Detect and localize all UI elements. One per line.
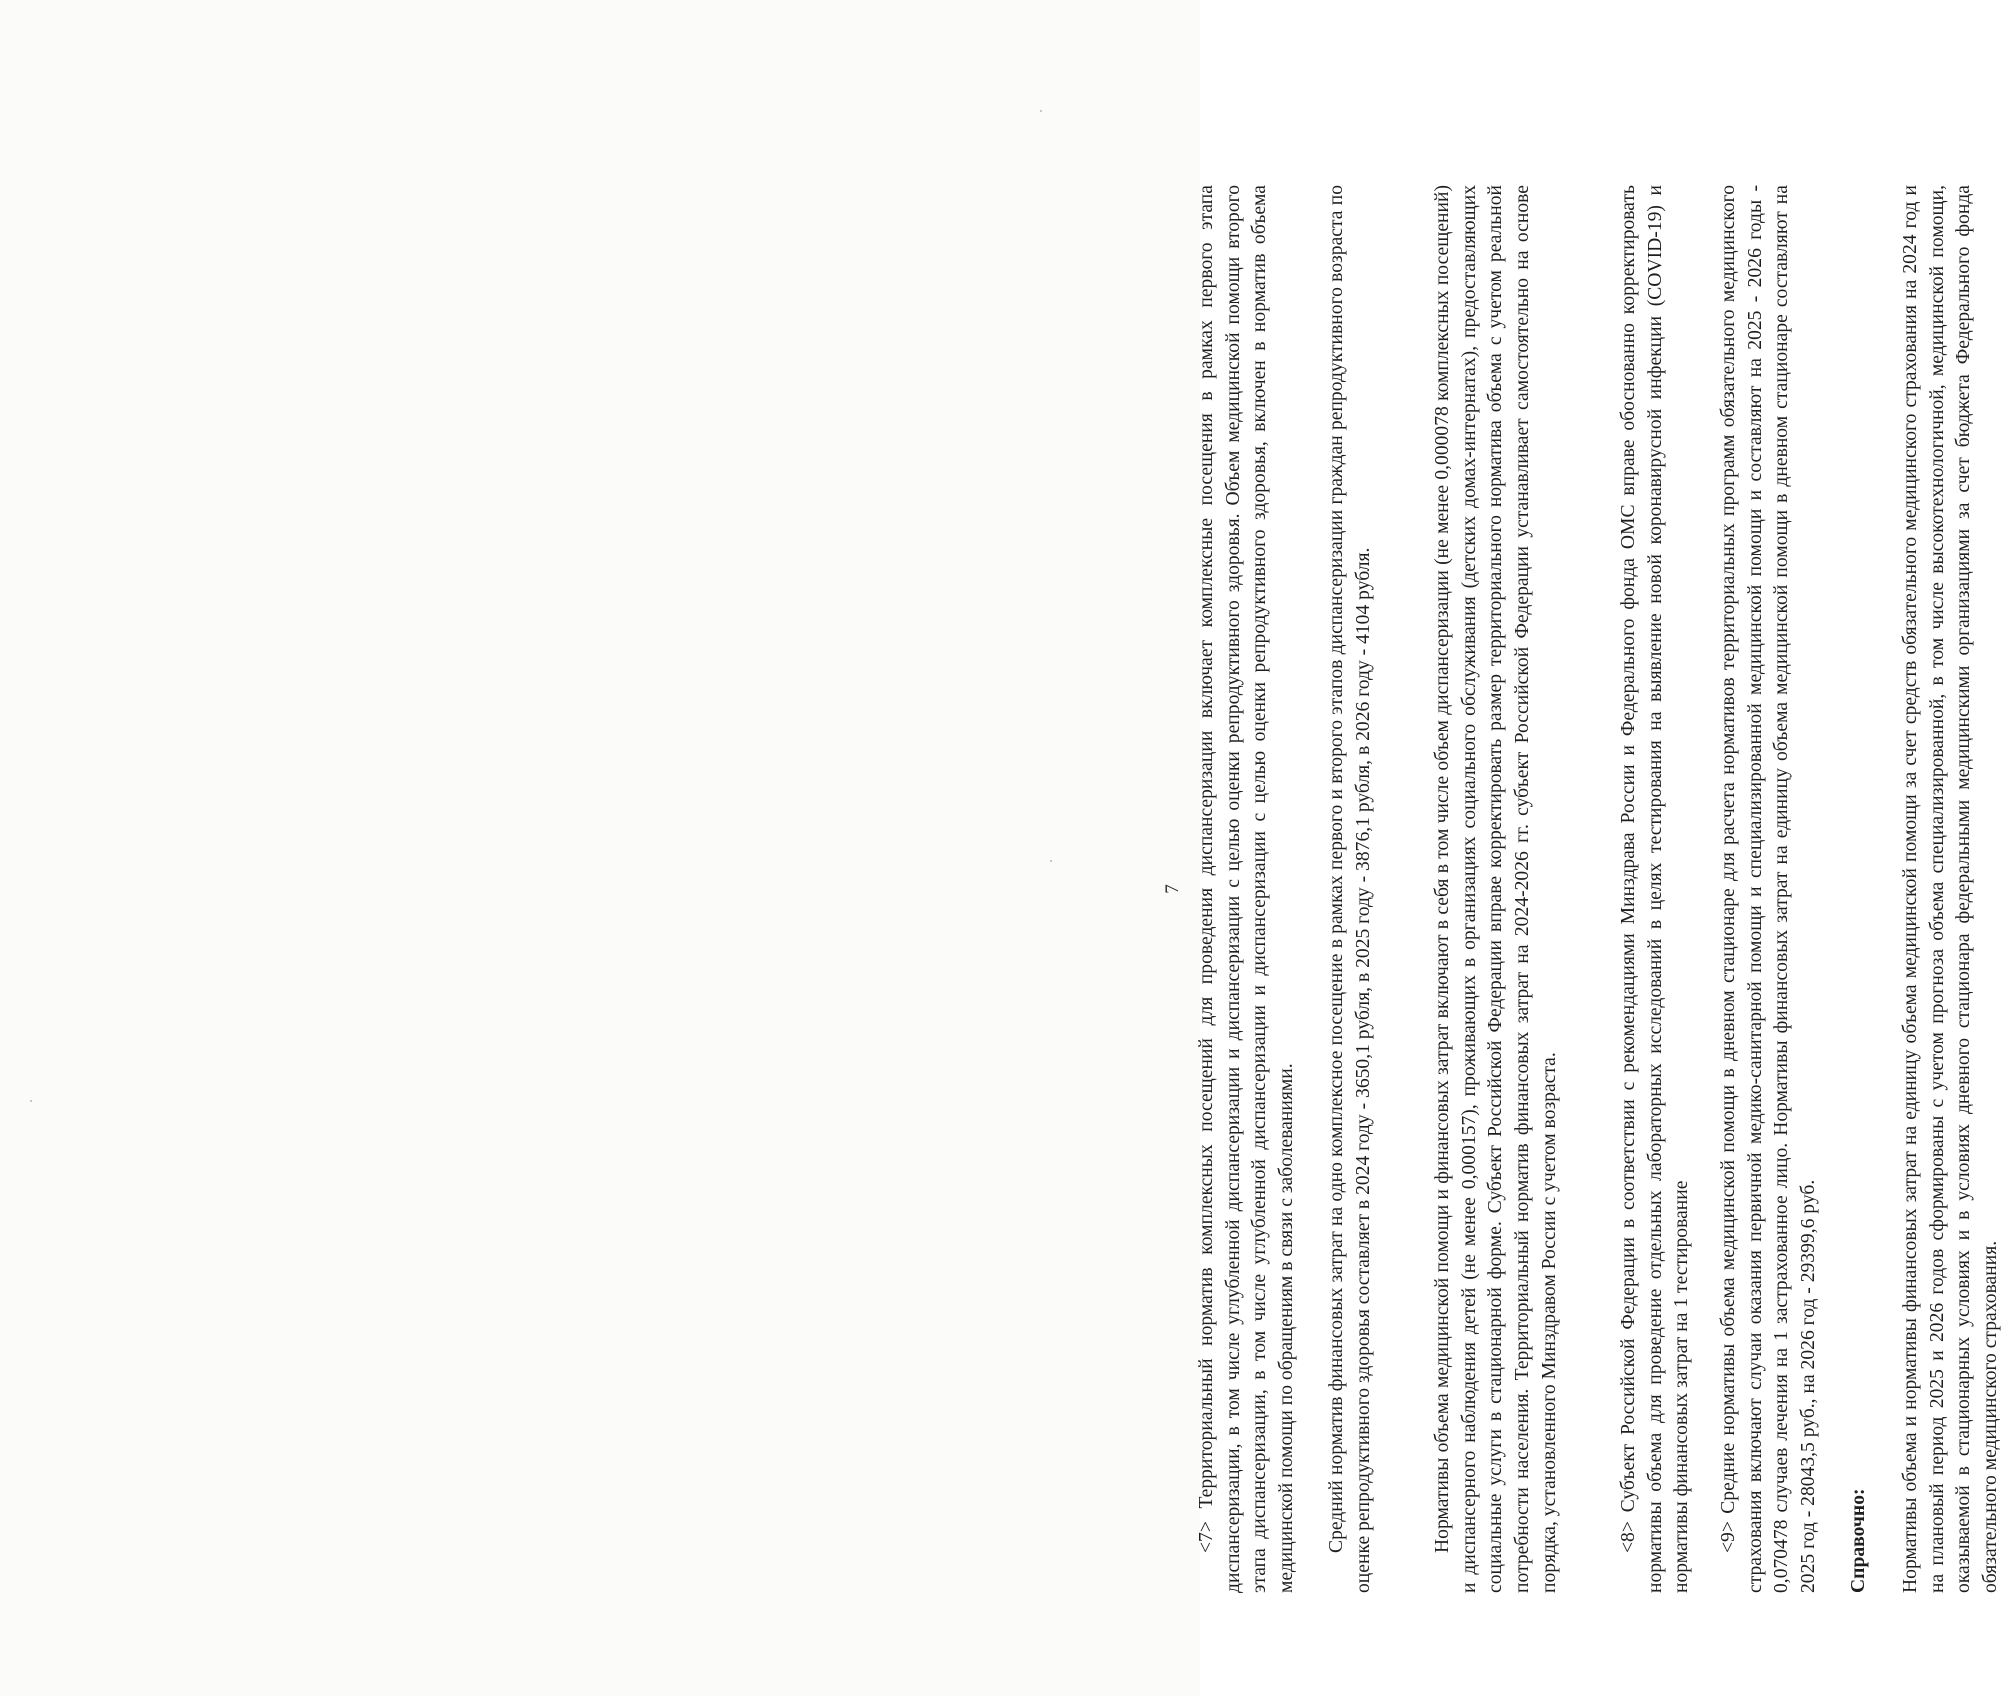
volume-norms-paragraph: Нормативы объема медицинской помощи и финансовых затрат включают в себя в том числе объем диспансеризации (не менее 0,000078 комплексных посещений) и диспансерного наблюдения детей (не менее 0,000157), проживающих в организациях социального обслуживания (детских домах-интернатах), предоставляющих социальные услуги в стационарной форме. Субъект Российской Федерации вправе корректировать размер территориального норматива объема с учетом реальной потребности населения. Территориальный норматив финансовых затрат на 2024-2026 гг. субъект Российской Федерации устанавливает самостоятельно на основе порядка, установленного Минздравом России с учетом возраста. <box>1432 185 1560 1593</box>
page-number: 7 <box>1162 884 1183 894</box>
average-cost-paragraph: Средний норматив финансовых затрат на одно комплексное посещение в рамках первого и второго этапов диспансеризации граждан репродуктивного возраста по оценке репродуктивного здоровья составляет в 2024 году - 3650,1 рубля, в 2025 году - 3876,1 рубля, в 2026 году - 4104 рубля. <box>1326 185 1374 1593</box>
footnote-9-paragraph: <9> Средние нормативы объема медицинской помощи в дневном стационаре для расчета нормативов территориальных программ обязательного медицинского страхования включают случаи оказания первичной медико-санитарной помощи и специализированной медицинской помощи и составляют на 2025 - 2026 годы - 0,070478 случаев лечения на 1 застрахованное лицо. Нормативы финансовых затрат на единицу объема медицинской помощи в дневном стационаре составляют на 2025 год - 28043,5 руб., на 2026 год - 29399,6 руб. <box>1718 185 1820 1593</box>
scan-speck <box>30 1100 32 1102</box>
footnote-8-paragraph: <8> Субъект Российской Федерации в соответствии с рекомендациями Минздрава России и Федерального фонда ОМС вправе обоснованно корректировать нормативы объема для проведение отдельных лабораторных исследований в целях тестирования на выявление новой коронавирусной инфекции (COVID-19) и нормативы финансовых затрат на 1 тестирование <box>1618 185 1693 1593</box>
scan-speck <box>1040 110 1042 112</box>
rotated-document-page <box>1126 149 2016 1629</box>
footnote-7-paragraph: <7> Территориальный норматив комплексных посещений для проведения диспансеризации включает комплексные посещения в рамках первого этапа диспансеризации, в том числе углубленной диспансеризации и диспансеризации с целью оценки репродуктивного здоровья. Объем медицинской помощи второго этапа диспансеризации, в том числе углубленной диспансеризации и диспансеризации с целью оценки репродуктивного здоровья, включен в норматив объема медицинской помощи по обращениям в связи с заболеваниями. <box>1196 185 1298 1593</box>
scan-speck <box>1050 860 1052 862</box>
reference-heading: Справочно: <box>1848 1488 1869 1593</box>
reference-paragraph: Нормативы объема и нормативы финансовых затрат на единицу объема медицинской помощи за счет средств обязательного медицинского страхования на 2024 год и на плановый период 2025 и 2026 годов сформированы с учетом прогноза объема специализированной, в том числе высокотехнологичной, медицинской помощи, оказываемой в стационарных условиях и в условиях дневного стационара федеральными медицинскими организациями за счет бюджета Федерального фонда обязательного медицинского страхования. <box>1900 185 2002 1593</box>
